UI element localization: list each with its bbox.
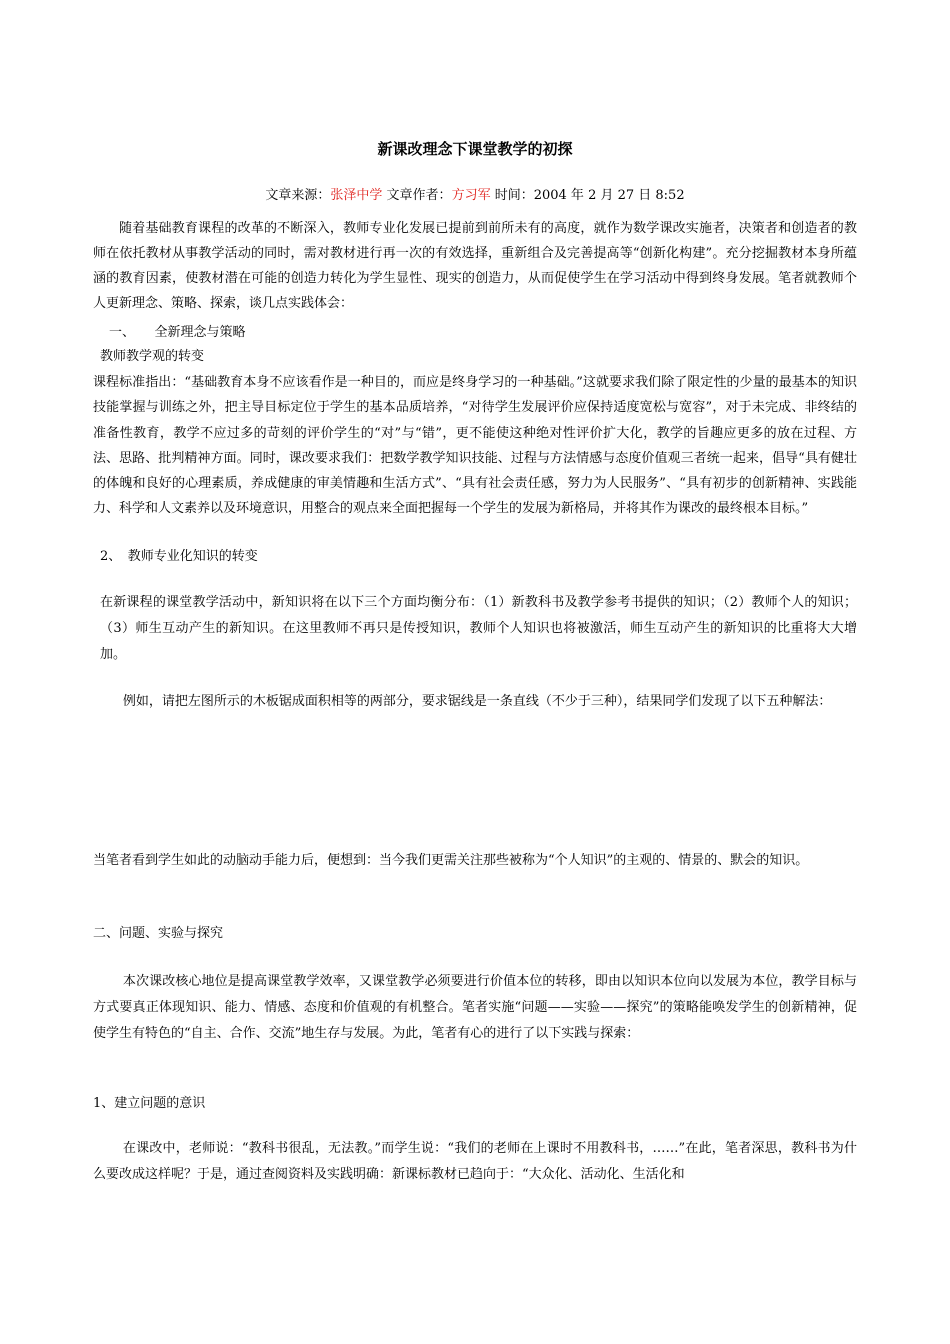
time-label: 时间：	[490, 188, 534, 203]
source-label: 文章来源：	[265, 188, 331, 203]
subheading-teaching-view: 教师教学观的转变	[100, 349, 205, 364]
section-heading-2: 二、问题、实验与探究	[93, 926, 224, 941]
article-meta	[0, 187, 950, 205]
section-heading-1: 一、 全新理念与策略	[109, 325, 246, 340]
subheading-problem-awareness: 1、建立问题的意识	[93, 1096, 206, 1111]
standard-paragraph: 课程标准指出：“基础教育本身不应该看作是一种目的，而应是终身学习的一种基础。”这就要求我们除了限定性的少量的最基本的知识技能掌握与训练之外，把主导目标定位于学生的基本品质培养，“对待学生发展评价应保持适度宽松与宽容”，对于未完成、非终结的准备性教育，教学不应过多的苛刻的评价学生的“对”与“错”，更不能使这种绝对性评价扩大化，教学的旨趣应更多的放在过程、方法、思路、批判精神方面。同时，课改要求我们：把数学教学知识技能、过程与方法情感与态度价值观三者统一起来，倡导“具有健壮的体魄和良好的心理素质，养成健康的审美情趣和生活方式”、“具有社会责任感，努力为人民服务”、“具有初步的创新精神、实践能力、科学和人文素养以及环境意识，用整合的观点来全面把握每一个学生的发展为新格局，并将其作为课改的最终根本目标。”	[93, 375, 857, 517]
knowledge-paragraph: 在新课程的课堂教学活动中，新知识将在以下三个方面均衡分布：（1）新教科书及教学参考书提供的知识；（2）教师个人的知识；（3）师生互动产生的新知识。在这里教师不再只是传授知识，教师个人知识也将被激活，师生互动产生的新知识的比重将大大增加。	[100, 595, 857, 662]
intro-paragraph: 随着基础教育课程的改革的不断深入，教师专业化发展已提前到前所未有的高度，就作为数学课改实施者，决策者和创造者的教师在依托教材从事教学活动的同时，需对教材进行再一次的有效选择，重新组合及完善提高等“创新化构建”。充分挖掘教材本身所蕴涵的教育因素，使教材潜在可能的创造力转化为学生显性、现实的创造力，从而促使学生在学习活动中得到终身发展。笔者就教师个人更新理念、策略、探索，谈几点实践体会：	[93, 221, 857, 311]
example-paragraph: 例如，请把左图所示的木板锯成面积相等的两部分，要求锯线是一条直线（不少于三种），结果同学们发现了以下五种解法：	[122, 694, 832, 709]
reflection-paragraph: 当笔者看到学生如此的动脑动手能力后，便想到：当今我们更需关注那些被称为“个人知识”的主观的、情景的、默会的知识。	[93, 853, 809, 868]
time-value: 2004 年 2 月 27 日 8:52	[533, 188, 685, 203]
source-link[interactable]: 张泽中学	[330, 188, 383, 203]
core-paragraph: 本次课改核心地位是提高课堂教学效率，又课堂教学必须要进行价值本位的转移，即由以知识本位向以发展为本位，教学目标与方式要真正体现知识、能力、情感、态度和价值观的有机整合。笔者实施“问题——实验——探究”的策略能唤发学生的创新精神，促使学生有特色的“自主、合作、交流”地生存与发展。为此，笔者有心的进行了以下实践与探索：	[93, 974, 857, 1041]
classroom-paragraph: 在课改中，老师说：“教科书很乱，无法教。”而学生说：“我们的老师在上课时不用教科书，……”在此，笔者深思，教科书为什么要改成这样呢？于是，通过查阅资料及实践明确：新课标教材已趋向于：“大众化、活动化、生活化和	[93, 1141, 857, 1182]
author-link[interactable]: 方习军	[451, 188, 491, 203]
author-label: 文章作者：	[382, 188, 452, 203]
article-title: 新课改理念下课堂教学的初探	[377, 140, 573, 158]
subheading-professional-knowledge: 2、 教师专业化知识的转变	[100, 549, 258, 564]
